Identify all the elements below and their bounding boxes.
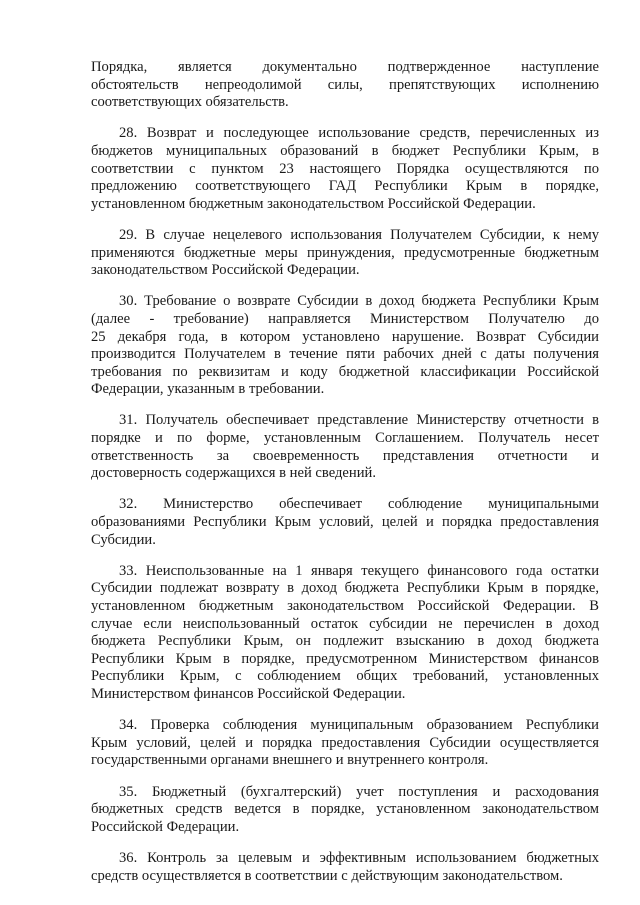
text-line: 34. Проверка соблюдения муниципальным образованием Республики (119, 717, 599, 734)
text-line: установленном бюджетным законодательством Российской Федерации. В (91, 598, 599, 614)
paragraph-33 (91, 563, 599, 704)
text-line: Российской Федерации. (91, 818, 240, 835)
text-line: государственными органами внешнего и внутреннего контроля. (91, 752, 489, 769)
text-line: Федерации, указанным в требовании. (91, 381, 325, 398)
text-line: 32. Министерство обеспечивает соблюдение муниципальными (119, 496, 599, 513)
paragraph-35 (91, 784, 599, 837)
text-line: Порядка, является документально подтвержденное наступление (91, 59, 599, 75)
text-line: (далее - требование) направляется Министерством Получателю до (91, 310, 599, 327)
paragraph-34 (91, 717, 599, 770)
text-line: бюджетных средств ведется в порядке, установленном законодательством (91, 801, 599, 818)
text-line: 33. Неиспользованные на 1 января текущего финансового года остатки (119, 562, 599, 579)
text-line: 25 декабря года, в котором установлено нарушение. Возврат Субсидии (91, 328, 599, 345)
text-line: требования по реквизитам и коду бюджетной классификации Российской (91, 363, 599, 380)
text-line: средств осуществляется в соответствии с действующим законодательством. (91, 867, 563, 884)
text-line: производится Получателем в течение пяти рабочих дней с даты получения (91, 346, 599, 363)
document-body (91, 59, 599, 899)
paragraph-32 (91, 496, 599, 549)
paragraph-28 (91, 125, 599, 213)
text-line: бюджетов муниципальных образований в бюджет Республики Крым, в (91, 142, 599, 159)
text-line: 28. Возврат и последующее использование средств, перечисленных из (119, 125, 599, 142)
text-line: ответственность за своевременность представления отчетности и (91, 447, 599, 464)
paragraph-continued (91, 59, 599, 112)
text-line: 36. Контроль за целевым и эффективным использованием бюджетных (119, 849, 599, 866)
paragraph-30 (91, 293, 599, 399)
text-line: применяются бюджетные меры принуждения, предусмотренные бюджетным (91, 244, 599, 261)
paragraph-31 (91, 412, 599, 482)
text-line: предложению соответствующего ГАД Республики Крым в порядке, (91, 178, 599, 195)
text-line: установленном бюджетным законодательством Российской Федерации. (91, 195, 536, 212)
text-line: Министерством финансов Российской Федерации. (91, 685, 406, 702)
text-line: случае если неиспользованный остаток субсидии не перечислен в доход (91, 615, 599, 632)
text-line: порядке и по форме, установленным Соглашением. Получатель несет (91, 430, 599, 447)
paragraph-36 (91, 850, 599, 885)
text-line: бюджета Республики Крым, он подлежит взысканию в доход бюджета (91, 633, 599, 650)
text-line: законодательством Российской Федерации. (91, 262, 360, 279)
text-line: Крым условий, целей и порядка предоставления Субсидии осуществляется (91, 734, 599, 751)
text-line: достоверность содержащихся в ней сведений. (91, 465, 376, 482)
text-line: 29. В случае нецелевого использования Получателем Субсидии, к нему (119, 226, 599, 243)
text-line: Республики Крым, с соблюдением общих требований, установленных (91, 668, 599, 685)
text-line: 35. Бюджетный (бухгалтерский) учет поступления и расходования (119, 783, 599, 800)
text-line: образованиями Республики Крым условий, целей и порядка предоставления (91, 514, 599, 531)
text-line: соответствующих обязательств. (91, 94, 289, 111)
text-line: соответствии с пунктом 23 настоящего Порядка осуществляются по (91, 160, 599, 177)
text-line: 31. Получатель обеспечивает представление Министерству отчетности в (119, 412, 599, 429)
paragraph-29 (91, 227, 599, 280)
text-line: Субсидии подлежат возврату в доход бюджета Республики Крым в порядке, (91, 580, 599, 597)
text-line: Субсидии. (91, 531, 156, 548)
text-line: 30. Требование о возврате Субсидии в доход бюджета Республики Крым (119, 293, 599, 310)
text-line: обстоятельств непреодолимой силы, препятствующих исполнению (91, 76, 599, 93)
text-line: Республики Крым в порядке, предусмотренном Министерством финансов (91, 650, 599, 667)
